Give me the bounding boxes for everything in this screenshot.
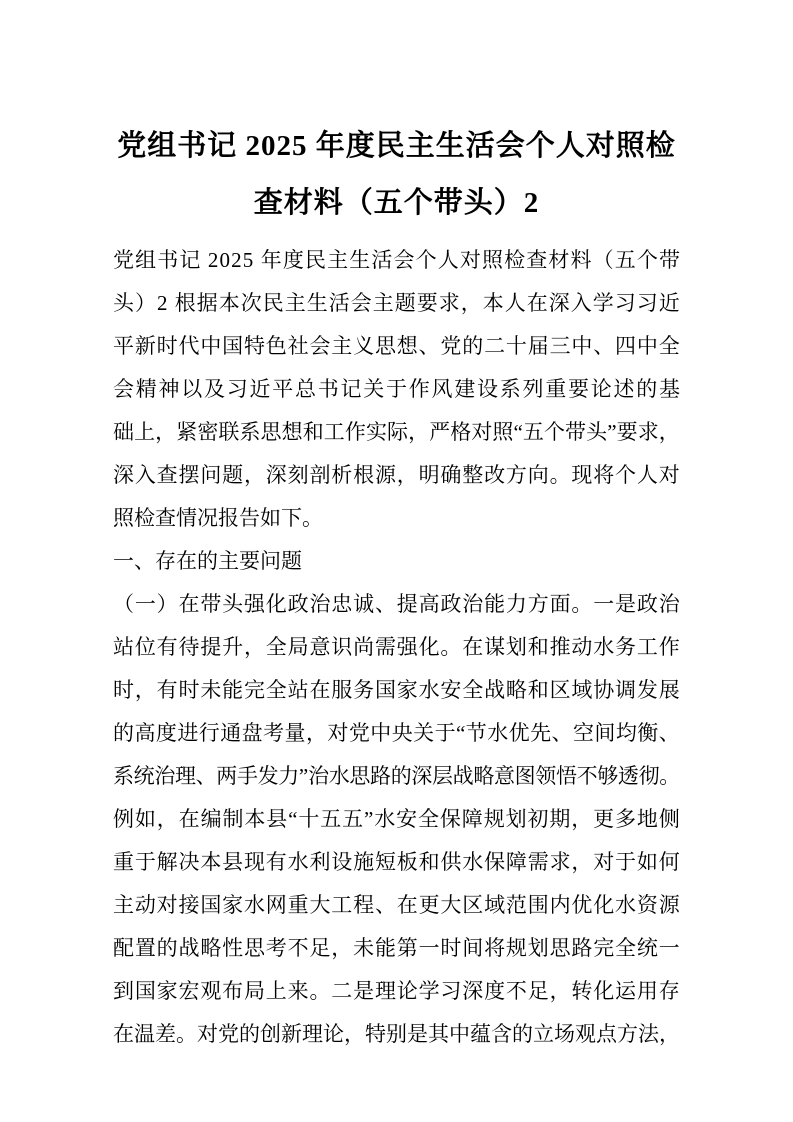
text-line: 主 动 对 接 国 家 水 网 重 大 工 程 、 在 更 大 区 域 范 围 内 优 化 水 资 源 bbox=[113, 893, 680, 917]
text-line: 党 组 书 记 2 0 2 5 年 度 民 主 生 活 会 个 人 对 照 检 查 材 料 （ 五 个 带 bbox=[113, 248, 680, 272]
document-title bbox=[49, 118, 744, 232]
text-line: 深 入 查 摆 问 题 ， 深 刻 剖 析 根 源 ， 明 确 整 改 方 向 。 现 将 个 人 对 bbox=[113, 463, 680, 487]
text-line: 平 新 时 代 中 国 特 色 社 会 主 义 思 想 、 党 的 二 十 届 三 中 、 四 中 全 bbox=[113, 334, 680, 358]
text-line: 会 精 神 以 及 习 近 平 总 书 记 关 于 作 风 建 设 系 列 重 要 论 述 的 基 bbox=[113, 377, 680, 401]
text-line: （ 一 ） 在 带 头 强 化 政 治 忠 诚 、 提 高 政 治 能 力 方 面 。 一 是 政 治 bbox=[113, 592, 680, 616]
text-line: 础 上 ， 紧 密 联 系 思 想 和 工 作 实 际 ， 严 格 对 照 “ 五 个 带 头 ” 要 求 ， bbox=[113, 420, 680, 444]
text-line: 照检查情况报告如下。 bbox=[113, 506, 323, 530]
text-line: 系 统 治 理 、 两 手 发 力 ” 治 水 思 路 的 深 层 战 略 意 图 领 悟 不 够 透 彻 。 bbox=[113, 764, 681, 788]
text-line: 例 如 ， 在 编 制 本 县 “ 十 五 五 ” 水 安 全 保 障 规 划 初 期 ， 更 多 地 侧 bbox=[113, 807, 680, 831]
text-line: 头 ） 2 根 据 本 次 民 主 生 活 会 主 题 要 求 ， 本 人 在 深 入 学 习 习 近 bbox=[113, 291, 680, 315]
document-body bbox=[113, 239, 680, 1056]
text-line: 站 位 有 待 提 升 ， 全 局 意 识 尚 需 强 化 。 在 谋 划 和 推 动 水 务 工 作 bbox=[113, 635, 680, 659]
text-line: 到 国 家 宏 观 布 局 上 来 。 二 是 理 论 学 习 深 度 不 足 ， 转 化 运 用 存 bbox=[113, 979, 680, 1003]
text-line: 时 ， 有 时 未 能 完 全 站 在 服 务 国 家 水 安 全 战 略 和 区 域 协 调 发 展 bbox=[113, 678, 680, 702]
text-line: 重 于 解 决 本 县 现 有 水 利 设 施 短 板 和 供 水 保 障 需 求 ， 对 于 如 何 bbox=[113, 850, 680, 874]
text-line: 一、存在的主要问题 bbox=[113, 549, 302, 573]
text-line: 的 高 度 进 行 通 盘 考 量 ， 对 党 中 央 关 于 “ 节 水 优 先 、 空 间 均 衡 、 bbox=[113, 721, 680, 745]
text-line: 配 置 的 战 略 性 思 考 不 足 ， 未 能 第 一 时 间 将 规 划 思 路 完 全 统 一 bbox=[113, 936, 680, 960]
title-line: 党组书记 2025 年度民主生活会个人对照检 bbox=[117, 130, 676, 162]
title-line: 查材料（五个带头）2 bbox=[253, 187, 540, 219]
text-line: 在 温 差 。 对 党 的 创 新 理 论 ， 特 别 是 其 中 蕴 含 的 立 场 观 点 方 法 ， bbox=[113, 1022, 680, 1046]
